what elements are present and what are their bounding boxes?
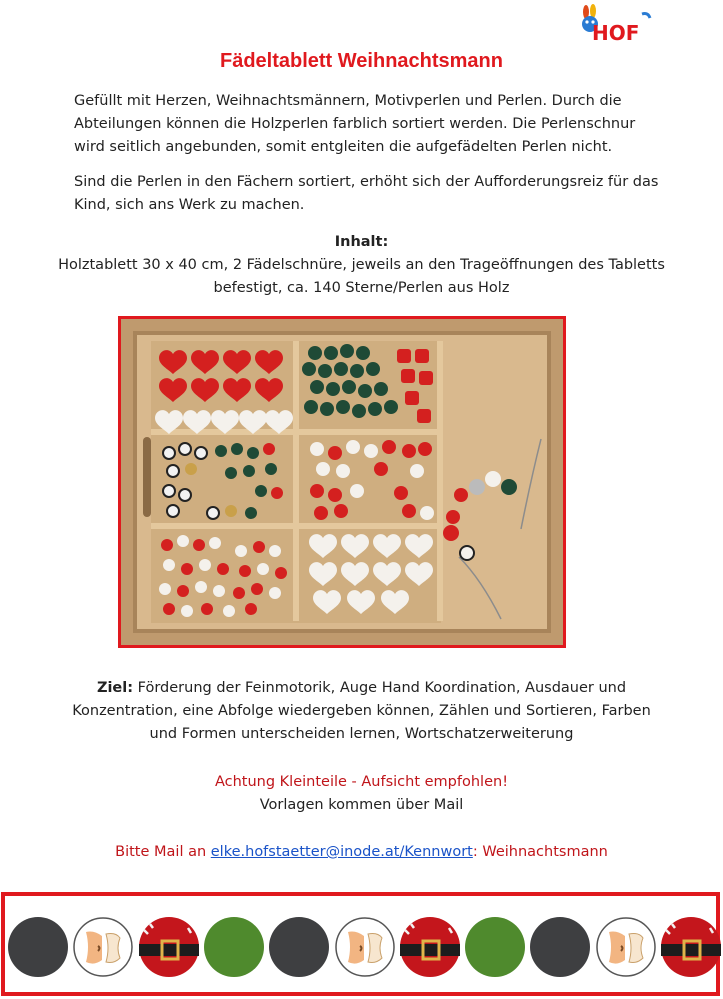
- santa-bead-icon: [399, 916, 461, 978]
- hof-logo: [576, 4, 654, 44]
- mail-prefix: Bitte Mail an: [115, 844, 211, 860]
- face-bead-icon: [334, 916, 396, 978]
- product-photo: [118, 316, 566, 648]
- page-title: Fädeltablett Weihnachtsmann: [219, 50, 503, 72]
- mail-suffix: : Weihnachtsmann: [472, 844, 608, 860]
- inhalt-heading: Inhalt:: [334, 234, 389, 250]
- bead-sequence-strip: [1, 892, 720, 996]
- santa-bead-icon: [660, 916, 722, 978]
- face-bead-icon: [72, 916, 134, 978]
- inhalt-body: Holztablett 30 x 40 cm, 2 Fädelschnüre, jeweils an den Trageöffnungen des Tabletts befestigt, ca. 140 Sterne/Perlen aus Holz: [58, 257, 665, 296]
- goal-label: Ziel:: [96, 680, 134, 696]
- description-paragraph-2: Sind die Perlen in den Fächern sortiert, erhöht sich der Aufforderungsreiz für das Kind, sich ans Werk zu machen.: [74, 174, 659, 213]
- green-bead-icon: [203, 916, 265, 978]
- grey-bead-icon: [268, 916, 330, 978]
- goal-body: Förderung der Feinmotorik, Auge Hand Koordination, Ausdauer und Konzentration, eine Abfolge wiedergeben können, Zählen und Sortieren, Farben und Formen unterscheiden lernen, Wortschatzerweiterung: [72, 680, 651, 742]
- goal-text: [60, 677, 663, 746]
- mail-request: [40, 841, 683, 864]
- description-paragraph-1: Gefüllt mit Herzen, Weihnachtsmännern, Motivperlen und Perlen. Durch die Abteilungen können die Holzperlen farblich sortiert werden. Die Perlenschnur wird seitlich angebunden, somit entgleiten die aufgefädelten Perlen nicht.: [74, 93, 636, 155]
- mail-link[interactable]: elke.hofstaetter@inode.at/Kennwort: [210, 844, 473, 860]
- grey-bead-icon: [7, 916, 69, 978]
- logo-letters: HOF: [592, 21, 640, 44]
- bead-tray-photo: [121, 319, 563, 645]
- santa-bead-icon: [138, 916, 200, 978]
- grey-bead-icon: [529, 916, 591, 978]
- templates-note: Vorlagen kommen über Mail: [259, 797, 464, 813]
- face-bead-icon: [595, 916, 657, 978]
- green-bead-icon: [464, 916, 526, 978]
- bunny-logo-icon: [576, 4, 654, 44]
- small-parts-warning: Achtung Kleinteile - Aufsicht empfohlen!: [214, 774, 509, 790]
